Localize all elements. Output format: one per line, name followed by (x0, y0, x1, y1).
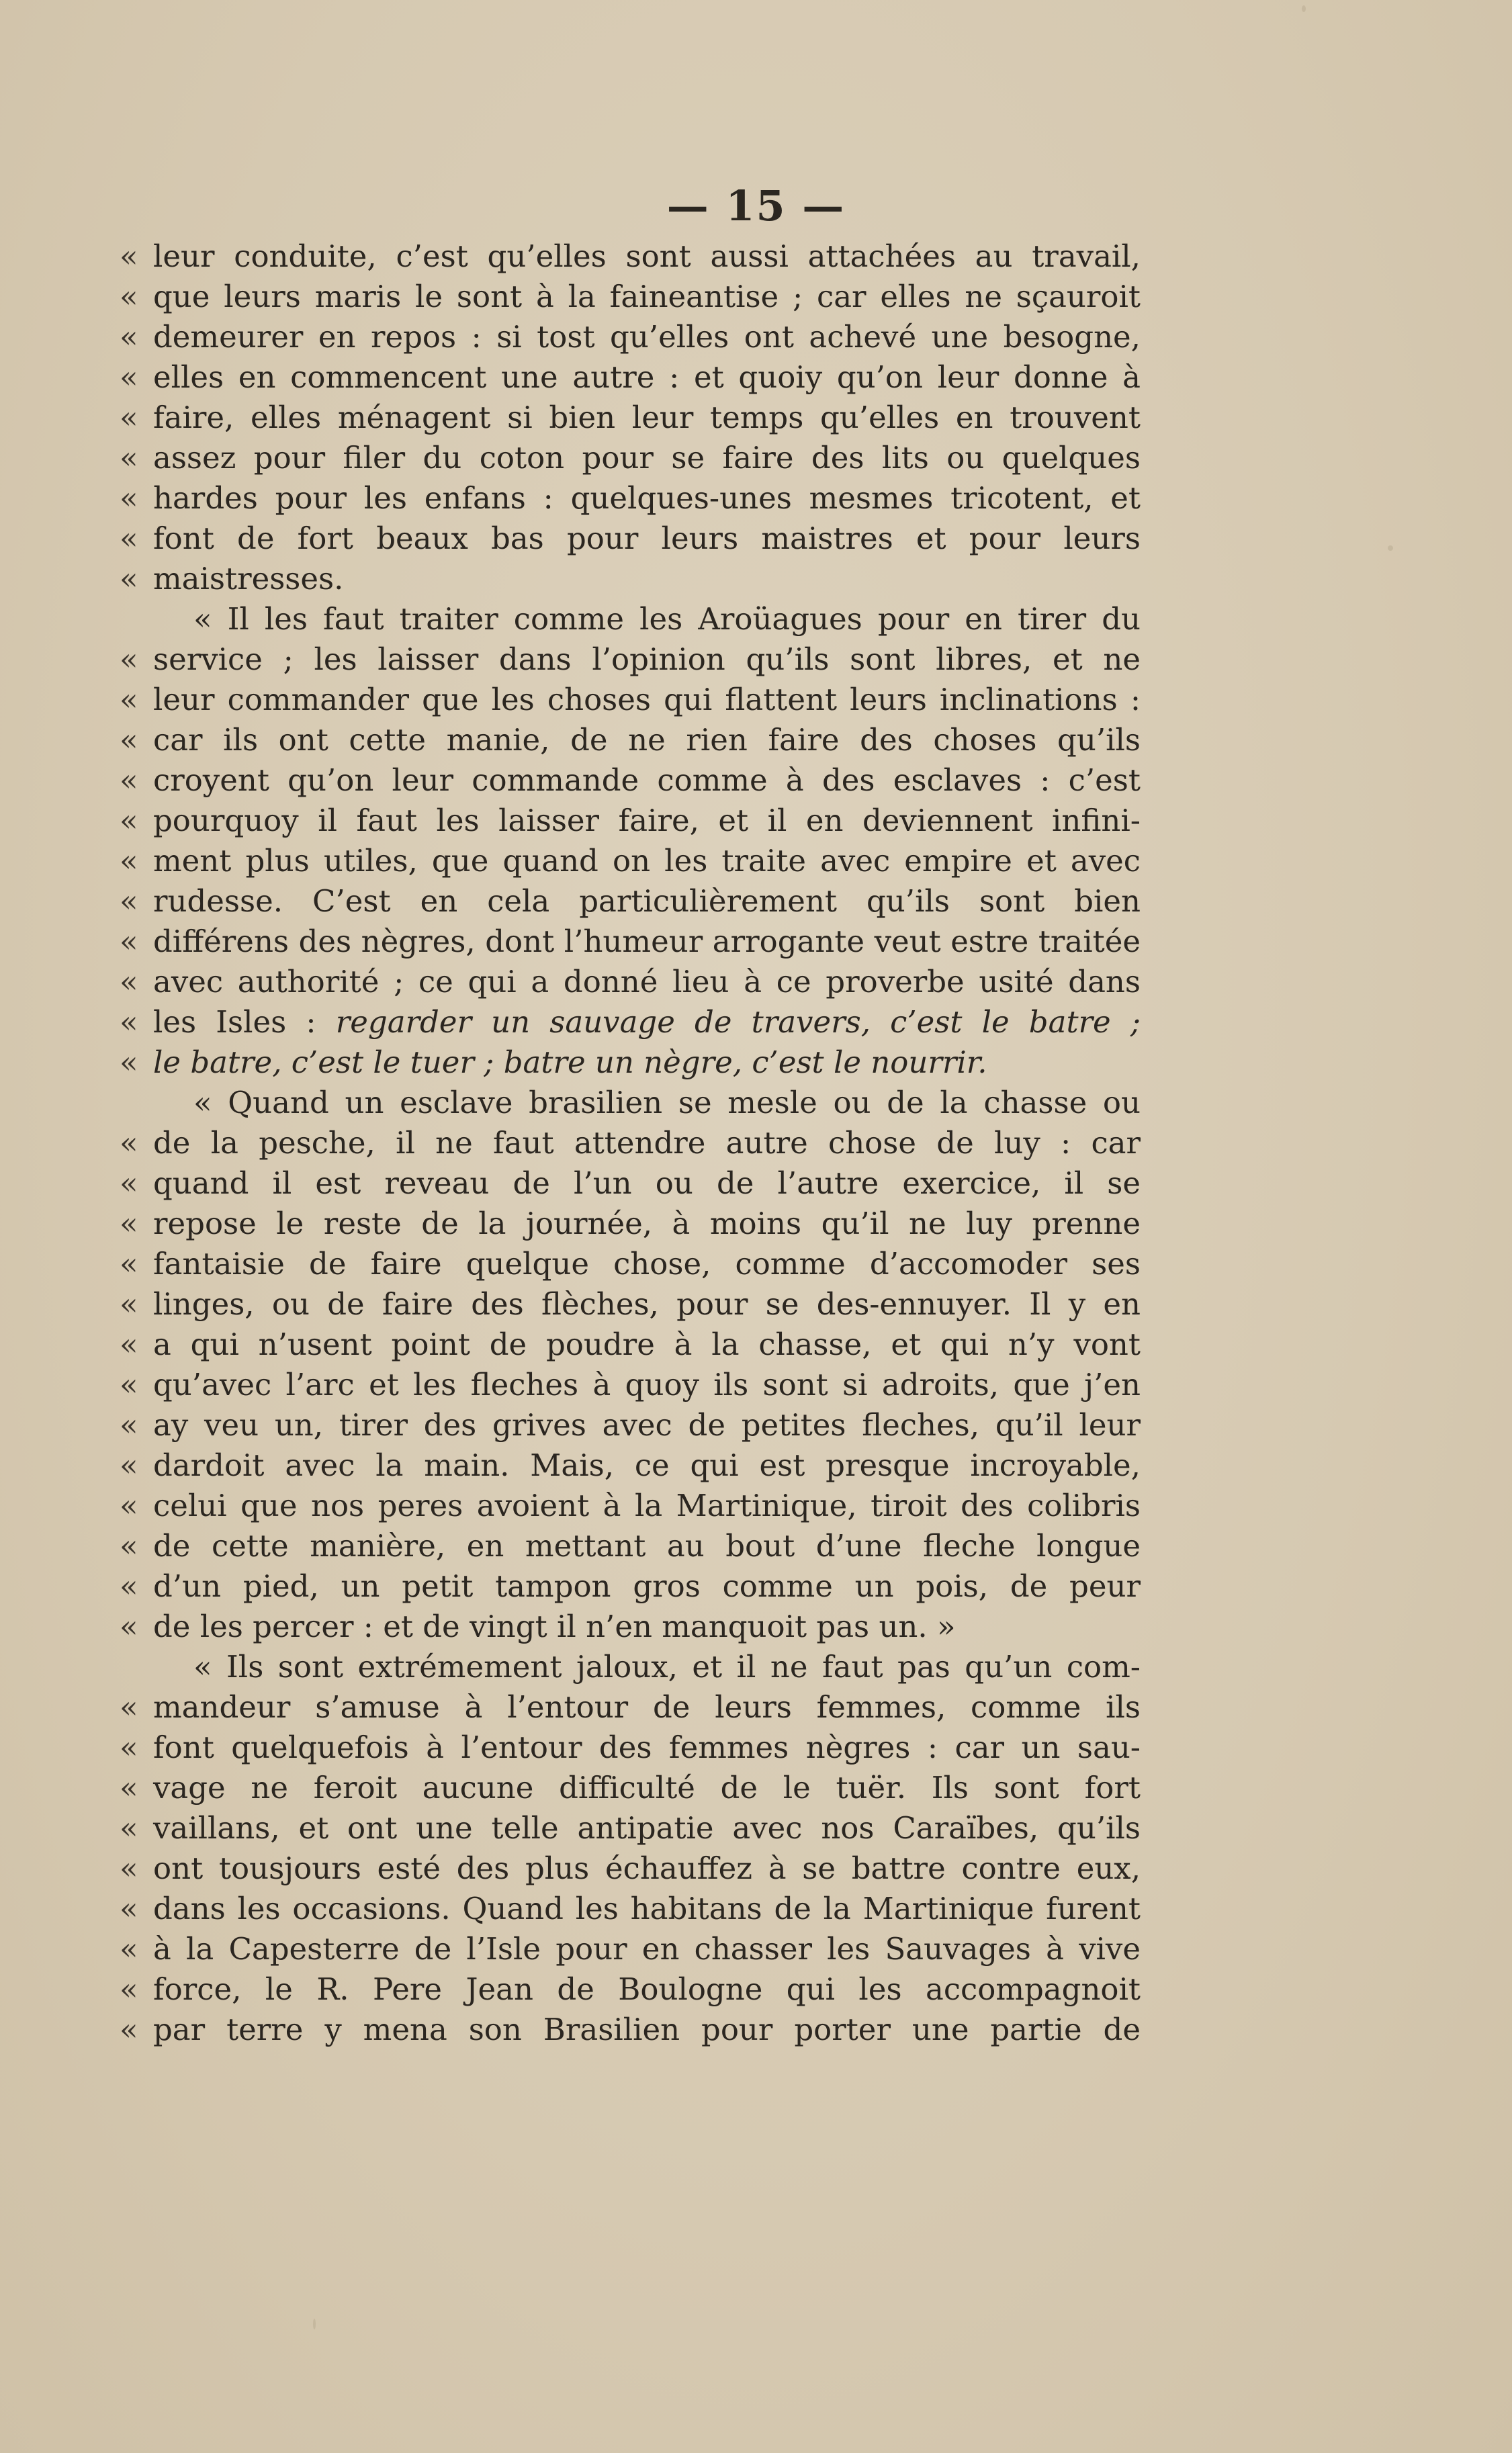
line-text: font quelquefois à l’entour des femmes nègres : car un sau- (153, 1730, 1141, 1765)
line-text: avec authorité ; ce qui a donné lieu à ce proverbe usité dans (153, 964, 1141, 999)
line-text: fantaisie de faire quelque chose, comme d’accomoder ses (153, 1246, 1141, 1282)
quote-mark: « (120, 722, 138, 758)
text-line (120, 1848, 1141, 1889)
text-line (120, 1325, 1141, 1365)
quote-mark: « (120, 1931, 138, 1967)
line-text: qu’avec l’arc et les fleches à quoy ils sont si adroits, que j’en (153, 1367, 1141, 1402)
line-text: car ils ont cette manie, de ne rien faire des choses qu’ils (153, 722, 1141, 758)
line-text: font de fort beaux bas pour leurs maistres et pour leurs (153, 521, 1141, 556)
page-text (120, 236, 1141, 2050)
quote-mark: « (120, 238, 138, 274)
quote-mark: « (120, 1488, 138, 1523)
quote-mark: « (120, 1165, 138, 1201)
quote-mark: « (120, 400, 138, 435)
line-text: linges, ou de faire des flèches, pour se des-ennuyer. Il y en (153, 1286, 1141, 1322)
line-text: à la Capesterre de l’Isle pour en chasser les Sauvages à vive (153, 1931, 1141, 1967)
text-line (120, 277, 1141, 317)
text-line (120, 1969, 1141, 2010)
quote-mark: « (120, 1407, 138, 1443)
quote-mark: « (120, 762, 138, 798)
quote-mark: « (120, 924, 138, 959)
quote-mark: « (120, 319, 138, 355)
text-line (120, 760, 1141, 801)
text-line (120, 1284, 1141, 1325)
text-line (120, 1405, 1141, 1445)
line-text: faire, elles ménagent si bien leur temps qu’elles en trouvent (153, 400, 1141, 435)
text-line (120, 1768, 1141, 1808)
line-text: de les percer : et de vingt il n’en manquoit pas un. » (153, 1609, 956, 1644)
paper-stain (1302, 5, 1306, 12)
text-line (120, 1163, 1141, 1204)
line-text: les Isles : (153, 1004, 336, 1040)
quote-mark: « (120, 1971, 138, 2007)
line-text: hardes pour les enfans : quelques-unes mesmes tricotent, et (153, 480, 1141, 516)
paper-stain (313, 2319, 316, 2329)
page-number: — 15 — (666, 181, 846, 230)
quote-mark: « (120, 1367, 138, 1402)
quote-mark: « (120, 1286, 138, 1322)
quote-mark: « (120, 1327, 138, 1362)
quote-mark: « (120, 964, 138, 999)
line-italic-text: le batre, c’est le tuer ; batre un nègre, c’est le nourrir. (153, 1044, 987, 1080)
text-line (120, 1244, 1141, 1284)
text-line (120, 1808, 1141, 1848)
text-line (120, 236, 1141, 277)
paper-stain (1388, 545, 1393, 551)
line-text: assez pour filer du coton pour se faire des lits ou quelques (153, 440, 1141, 476)
quote-mark: « (120, 2012, 138, 2047)
quote-mark: « (120, 883, 138, 919)
quote-mark: « (120, 1528, 138, 1564)
line-text: que leurs maris le sont à la faineantise ; car elles ne sçauroit (153, 279, 1141, 314)
line-italic-text: regarder un sauvage de travers, c’est le batre ; (335, 1004, 1141, 1040)
text-line (120, 519, 1141, 559)
text-line (120, 841, 1141, 881)
text-line (120, 398, 1141, 438)
quote-mark: « (120, 1770, 138, 1805)
line-text: celui que nos peres avoient à la Martinique, tiroit des colibris (153, 1488, 1141, 1523)
quote-mark: « (120, 1004, 138, 1040)
line-text: force, le R. Pere Jean de Boulogne qui les accompagnoit (153, 1971, 1141, 2007)
line-text: ont tousjours esté des plus échauffez à se battre contre eux, (153, 1850, 1141, 1886)
line-text: « Ils sont extrémement jaloux, et il ne faut pas qu’un com- (193, 1649, 1141, 1685)
text-line (120, 1728, 1141, 1768)
quote-mark: « (120, 1044, 138, 1080)
quote-mark: « (120, 1206, 138, 1241)
line-text: service ; les laisser dans l’opinion qu’ils sont libres, et ne (153, 641, 1141, 677)
quote-mark: « (120, 1810, 138, 1846)
line-text: vage ne feroit aucune difficulté de le tuër. Ils sont fort (153, 1770, 1141, 1805)
quote-mark: « (120, 1125, 138, 1161)
text-line (120, 1002, 1141, 1042)
line-text: par terre y mena son Brasilien pour porter une partie de (153, 2012, 1141, 2047)
line-text: ay veu un, tirer des grives avec de petites fleches, qu’il leur (153, 1407, 1141, 1443)
line-text: ment plus utiles, que quand on les traite avec empire et avec (153, 843, 1141, 879)
text-line (120, 317, 1141, 357)
text-line (120, 639, 1141, 680)
line-text: dardoit avec la main. Mais, ce qui est presque incroyable, (153, 1447, 1141, 1483)
text-line (120, 1566, 1141, 1607)
text-line (120, 1486, 1141, 1526)
text-line (120, 801, 1141, 841)
text-line (120, 1647, 1141, 1687)
line-text: vaillans, et ont une telle antipatie avec nos Caraïbes, qu’ils (153, 1810, 1141, 1846)
line-text: mandeur s’amuse à l’entour de leurs femmes, comme ils (153, 1689, 1141, 1725)
text-line (120, 922, 1141, 962)
line-text: différens des nègres, dont l’humeur arrogante veut estre traitée (153, 924, 1141, 959)
text-line (120, 2010, 1141, 2050)
line-text: leur commander que les choses qui flattent leurs inclinations : (153, 682, 1141, 717)
quote-mark: « (120, 561, 138, 596)
text-line (120, 357, 1141, 398)
text-line (120, 1365, 1141, 1405)
quote-mark: « (120, 279, 138, 314)
quote-mark: « (120, 1730, 138, 1765)
text-line (120, 559, 1141, 599)
text-line (120, 1607, 1141, 1647)
quote-mark: « (120, 1568, 138, 1604)
line-text: repose le reste de la journée, à moins qu’il ne luy prenne (153, 1206, 1141, 1241)
line-text: croyent qu’on leur commande comme à des esclaves : c’est (153, 762, 1141, 798)
text-line (120, 1687, 1141, 1728)
text-line (120, 438, 1141, 478)
line-text: elles en commencent une autre : et quoiy qu’on leur donne à (153, 359, 1141, 395)
quote-mark: « (120, 480, 138, 516)
text-line (120, 962, 1141, 1002)
text-line (120, 478, 1141, 519)
quote-mark: « (120, 843, 138, 879)
line-text: dans les occasions. Quand les habitans de la Martinique furent (153, 1891, 1141, 1926)
quote-mark: « (120, 1689, 138, 1725)
quote-mark: « (120, 1891, 138, 1926)
line-text: pourquoy il faut les laisser faire, et il en deviennent infini- (153, 803, 1141, 838)
text-line (120, 1526, 1141, 1566)
quote-mark: « (120, 803, 138, 838)
quote-mark: « (120, 440, 138, 476)
text-line (120, 1204, 1141, 1244)
line-text: de la pesche, il ne faut attendre autre chose de luy : car (153, 1125, 1141, 1161)
text-line (120, 1445, 1141, 1486)
quote-mark: « (120, 1850, 138, 1886)
text-line (120, 1929, 1141, 1969)
text-line (120, 720, 1141, 760)
quote-mark: « (120, 1246, 138, 1282)
quote-mark: « (120, 641, 138, 677)
text-line (120, 1889, 1141, 1929)
text-line (120, 1042, 1141, 1083)
text-line (120, 881, 1141, 922)
text-line (120, 1123, 1141, 1163)
text-line (120, 1083, 1141, 1123)
quote-mark: « (120, 359, 138, 395)
line-text: quand il est reveau de l’un ou de l’autre exercice, il se (153, 1165, 1141, 1201)
line-text: a qui n’usent point de poudre à la chasse, et qui n’y vont (153, 1327, 1141, 1362)
text-line (120, 599, 1141, 639)
line-text: rudesse. C’est en cela particulièrement qu’ils sont bien (153, 883, 1141, 919)
line-text: leur conduite, c’est qu’elles sont aussi attachées au travail, (153, 238, 1141, 274)
quote-mark: « (120, 1609, 138, 1644)
text-line (120, 680, 1141, 720)
line-text: « Quand un esclave brasilien se mesle ou de la chasse ou (193, 1085, 1141, 1120)
line-text: d’un pied, un petit tampon gros comme un pois, de peur (153, 1568, 1141, 1604)
quote-mark: « (120, 682, 138, 717)
line-text: « Il les faut traiter comme les Aroüagues pour en tirer du (193, 601, 1141, 637)
line-text: de cette manière, en mettant au bout d’une fleche longue (153, 1528, 1141, 1564)
quote-mark: « (120, 1447, 138, 1483)
quote-mark: « (120, 521, 138, 556)
line-text: demeurer en repos : si tost qu’elles ont achevé une besogne, (153, 319, 1141, 355)
line-text: maistresses. (153, 561, 344, 596)
